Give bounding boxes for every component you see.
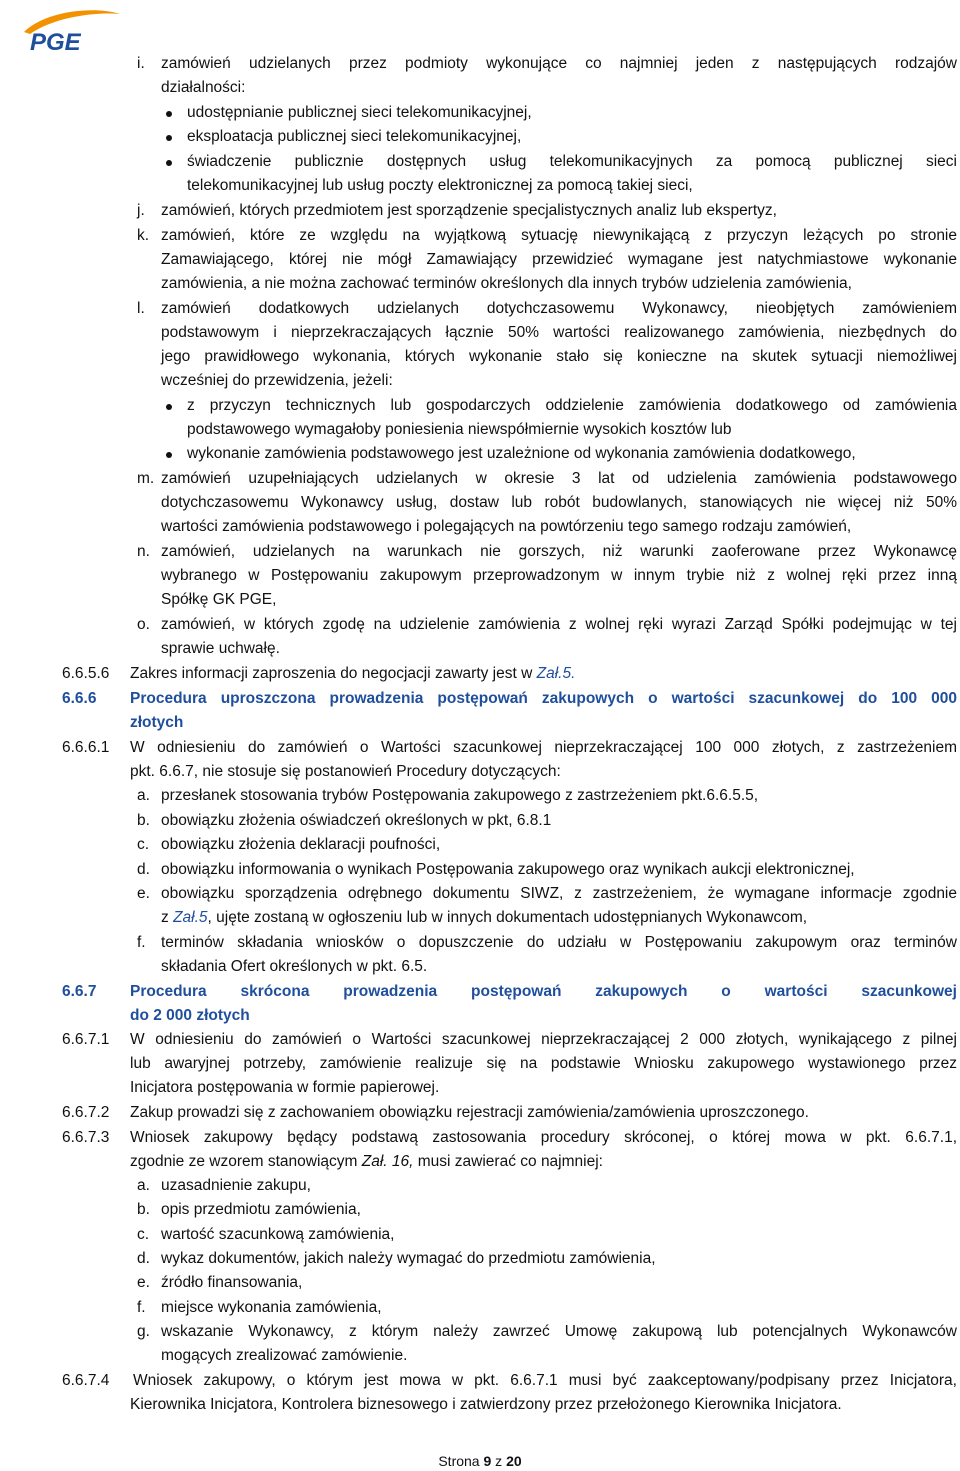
list-marker: g.: [137, 1323, 150, 1340]
section-6-6-7-1-text-2: lub awaryjnej potrzeby, zamówienie realizuje się na podstawie Wniosku zakupowego wystawionego przez: [130, 1055, 957, 1072]
section-6-6-6-heading-cont: złotych: [130, 714, 184, 731]
bullet-icon: [166, 452, 172, 458]
list-item: obowiązku złożenia oświadczeń określonych w pkt, 6.8.1: [161, 812, 552, 829]
item-o-marker: o.: [137, 616, 150, 633]
section-6-6-7-heading-cont: do 2 000 złotych: [130, 1007, 250, 1024]
section-6-6-7-2-text: Zakup prowadzi się z zachowaniem obowiązku rejestracji zamówienia/zamówienia uproszczonego.: [130, 1104, 809, 1121]
section-6-6-6-1-text: W odniesieniu do zamówień o Wartości szacunkowej nieprzekraczającej 100 000 złotych, z zastrzeżeniem: [130, 739, 957, 756]
section-number: 6.6.7.4: [62, 1372, 110, 1389]
item-i-text-2: działalności:: [161, 79, 246, 96]
item-k-text-3: zamówienia, a nie można zachować terminów określonych dla innych trybów udzielenia zamówienia,: [161, 275, 852, 292]
item-i-bullet-3-cont: telekomunikacyjnej lub usług poczty elektronicznej za pomocą takiej sieci,: [187, 177, 693, 194]
list-marker: d.: [137, 861, 150, 878]
item-l-text: zamówień dodatkowych udzielanych dotychczasowemu Wykonawcy, nieobjętych zamówieniem: [161, 300, 957, 317]
item-l-marker: l.: [137, 300, 145, 317]
item-m-marker: m.: [137, 470, 155, 487]
list-item: uzasadnienie zakupu,: [161, 1177, 311, 1194]
item-l-bullet-1: z przyczyn technicznych lub gospodarczych oddzielenie zamówienia dodatkowego od zamówienia: [187, 397, 957, 414]
list-item: przesłanek stosowania trybów Postępowania zakupowego z zastrzeżeniem pkt.6.6.5.5,: [161, 787, 759, 804]
page-total: 20: [506, 1453, 522, 1469]
list-item: miejsce wykonania zamówienia,: [161, 1299, 382, 1316]
list-marker: c.: [137, 836, 150, 853]
section-6-6-6-1-text-2: pkt. 6.6.7, nie stosuje się postanowień Procedury dotyczących:: [130, 763, 561, 780]
item-m-text-3: wartości zamówienia podstawowego i polegających na powtórzeniu tego samego rodzaju zamówień,: [161, 518, 852, 535]
list-item: opis przedmiotu zamówienia,: [161, 1201, 361, 1218]
section-6-6-7-1-text: W odniesieniu do zamówień o Wartości szacunkowej nieprzekraczającej 2 000 złotych, wynikającego z pilnej: [130, 1031, 957, 1048]
section-6-6-7-3-text-2: zgodnie ze wzorem stanowiącym Zał. 16, musi zawierać co najmniej:: [130, 1153, 603, 1170]
list-marker: a.: [137, 1177, 150, 1194]
list-item-cont: składania Ofert określonych w pkt. 6.5.: [161, 958, 428, 975]
list-marker: c.: [137, 1226, 150, 1243]
item-k-marker: k.: [137, 227, 150, 244]
item-n-text: zamówień, udzielanych na warunkach nie gorszych, niż warunki zaoferowane przez Wykonawcę: [161, 543, 957, 560]
item-i-bullet-3: świadczenie publicznie dostępnych usług telekomunikacyjnych za pomocą publicznej sieci: [187, 153, 957, 170]
section-number: 6.6.6: [62, 690, 97, 707]
item-i-marker: i.: [137, 55, 145, 72]
section-6-6-7-heading: Procedura skrócona prowadzenia postępowań zakupowych o wartości szacunkowej: [130, 983, 957, 1000]
item-l-text-2: podstawowym i nieprzekraczających łącznie 50% wartości realizowanego zamówienia, niezbędnych do: [161, 324, 957, 341]
page-number: 9: [483, 1453, 492, 1469]
attachment-ref: Zał.5: [173, 909, 208, 926]
item-m-text-2: dotychczasowemu Wykonawcy usług, dostaw lub robót budowlanych, stanowiących nie więcej niż 50%: [161, 494, 957, 511]
list-item-cont: z Zał.5, ujęte zostaną w ogłoszeniu lub w innych dokumentach udostępnianych Wykonawcom,: [161, 909, 808, 926]
item-m-text: zamówień uzupełniających udzielanych w okresie 3 lat od udzielenia zamówienia podstawowego: [161, 470, 957, 487]
item-k-text: zamówień, które ze względu na wyjątkową sytuację niewynikającą z przyczyn leżących po stronie: [161, 227, 957, 244]
bullet-icon: [166, 111, 172, 117]
list-marker: f.: [137, 934, 146, 951]
item-o-text: zamówień, w których zgodę na udzielenie zamówienia z wolnej ręki wyrazi Zarząd Spółki podejmując w tej: [161, 616, 957, 633]
item-n-text-3: Spółkę GK PGE,: [161, 591, 277, 608]
section-6-6-7-4-text-2: Kierownika Inicjatora, Kontrolera biznesowego i zatwierdzony przez przełożonego Kierownika Inicjatora.: [130, 1396, 842, 1413]
item-i-bullet-1: udostępnianie publicznej sieci telekomunikacyjnej,: [187, 104, 532, 121]
item-o-text-2: sprawie uchwałę.: [161, 640, 280, 657]
pge-logo-text: PGE: [30, 29, 81, 52]
list-marker: b.: [137, 812, 150, 829]
section-6-6-7-4-text: Wniosek zakupowy, o którym jest mowa w pkt. 6.6.7.1 musi być zaakceptowany/podpisany przez Inicjatora,: [133, 1372, 957, 1389]
list-item: źródło finansowania,: [161, 1274, 303, 1291]
section-6-6-7-3-text: Wniosek zakupowy będący podstawą zastosowania procedury skróconej, o której mowa w pkt. 6.6.7.1,: [130, 1129, 957, 1146]
attachment-ref: Zał.5.: [536, 665, 576, 682]
list-marker: d.: [137, 1250, 150, 1267]
section-number: 6.6.6.1: [62, 739, 110, 756]
list-item-cont: mogących zrealizować zamówienie.: [161, 1347, 408, 1364]
list-item: obowiązku sporządzenia odrębnego dokumentu SIWZ, z zastrzeżeniem, że wymagane informacje zgodnie: [161, 885, 957, 902]
item-l-text-4: wcześniej do przewidzenia, jeżeli:: [161, 372, 393, 389]
bullet-icon: [166, 160, 172, 166]
item-i-text: zamówień udzielanych przez podmioty wykonujące co najmniej jeden z następujących rodzajów: [161, 55, 957, 72]
pge-logo: [16, 6, 126, 52]
item-n-text-2: wybranego w Postępowaniu zakupowym przeprowadzonym w innym trybie niż z wolnej ręki przez inną: [161, 567, 957, 584]
section-number: 6.6.5.6: [62, 665, 110, 682]
list-marker: e.: [137, 885, 150, 902]
item-j-text: zamówień, których przedmiotem jest sporządzenie specjalistycznych analiz lub ekspertyz,: [161, 202, 777, 219]
list-item: wskazanie Wykonawcy, z którym należy zawrzeć Umowę zakupową lub potencjalnych Wykonawców: [161, 1323, 957, 1340]
section-number: 6.6.7.2: [62, 1104, 110, 1121]
list-item: obowiązku złożenia deklaracji poufności,: [161, 836, 441, 853]
page-footer: Strona 9 z 20: [438, 1453, 522, 1469]
item-k-text-2: Zamawiającego, której nie mógł Zamawiający przewidzieć wymagane jest natychmiastowe wykonanie: [161, 251, 957, 268]
list-item: wartość szacunkową zamówienia,: [161, 1226, 395, 1243]
section-6-6-6-heading: Procedura uproszczona prowadzenia postępowań zakupowych o wartości szacunkowej do 100 000: [130, 690, 957, 707]
section-number: 6.6.7.3: [62, 1129, 110, 1146]
section-6-6-7-1-text-3: Inicjatora postępowania w formie papierowej.: [130, 1079, 440, 1096]
item-l-text-3: jego prawidłowego wykonania, których wykonanie stało się konieczne na skutek sytuacji niemożliwej: [161, 348, 957, 365]
list-marker: e.: [137, 1274, 150, 1291]
bullet-icon: [166, 135, 172, 141]
section-number: 6.6.7.1: [62, 1031, 110, 1048]
item-l-bullet-1-cont: podstawowego wymagałoby poniesienia niewspółmiernie wysokich kosztów lub: [187, 421, 732, 438]
list-marker: b.: [137, 1201, 150, 1218]
list-marker: a.: [137, 787, 150, 804]
item-i-bullet-2: eksploatacja publicznej sieci telekomunikacyjnej,: [187, 128, 522, 145]
list-item: terminów składania wniosków o dopuszczenie do udziału w Postępowaniu zakupowym oraz terminów: [161, 934, 957, 951]
bullet-icon: [166, 404, 172, 410]
item-j-marker: j.: [137, 202, 145, 219]
section-6-6-5-6-text: Zakres informacji zaproszenia do negocjacji zawarty jest w Zał.5.: [130, 665, 576, 682]
list-marker: f.: [137, 1299, 146, 1316]
item-l-bullet-2: wykonanie zamówienia podstawowego jest uzależnione od wykonania zamówienia dodatkowego,: [187, 445, 856, 462]
section-number: 6.6.7: [62, 983, 97, 1000]
attachment-ref: Zał. 16,: [361, 1153, 414, 1170]
list-item: wykaz dokumentów, jakich należy wymagać do przedmiotu zamówienia,: [161, 1250, 656, 1267]
list-item: obowiązku informowania o wynikach Postępowania zakupowego oraz wynikach aukcji elektronicznej,: [161, 861, 855, 878]
item-n-marker: n.: [137, 543, 150, 560]
